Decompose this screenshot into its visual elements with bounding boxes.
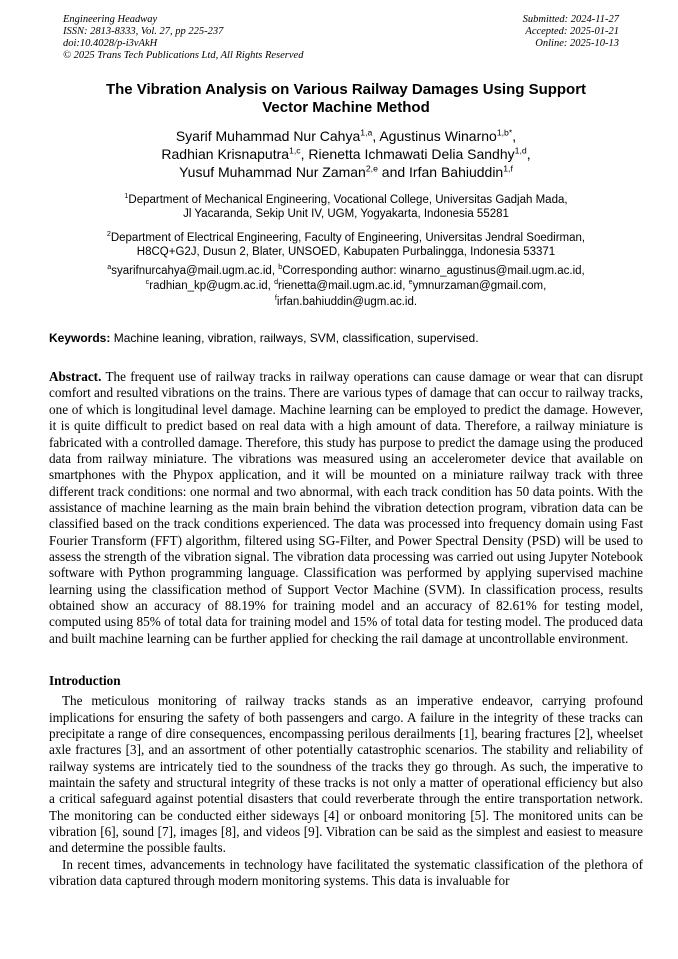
author-list: Syarif Muhammad Nur Cahya$^{1,a}$, Agustinus Winarno$^{1,b*}$, Radhian Krisnaputra$^{1,c}$, Rienetta Ichmawati Delia Sandhy$^{1,d}$, Yusuf Muhammad Nur Zaman$^{2,e}$ and Irfan Bahiuddin$^{1,f}$ (161, 126, 531, 180)
submission-dates-block (523, 14, 619, 62)
online-date: Online: 2025-10-13 (535, 37, 619, 49)
author-emails: $^a$syarifnurcahya@mail.ugm.ac.id, $^b$Corresponding author: winarno_agustinus@mail.ugm.ac.id, $^c$radhian_kp@ugm.ac.id, $^d$rienetta@mail.ugm.ac.id, $^e$ymnurzaman@gmail.com, $^f$irfan.bahiuddin@ugm.ac.id. (107, 262, 585, 308)
accepted-date: Accepted: 2025-01-21 (525, 25, 619, 37)
paper-title-line2: Vector Machine Method (262, 99, 430, 117)
affiliation-2: $^2$Department of Electrical Engineering, Faculty of Engineering, Universitas Jendral Soedirman, H8CQ+G2J, Dusun 2, Blater, UNSOED, Kabupaten Purbalingga, Indonesia 53371 (106, 229, 586, 258)
introduction-paragraph-2: In recent times, advancements in technology have facilitated the systematic classification of the plethora of vibration data captured through modern monitoring systems. This data is invaluable for (49, 856, 643, 889)
journal-name: Engineering Headway (63, 14, 158, 25)
keywords-label: Keywords: (49, 331, 111, 346)
journal-header (49, 14, 643, 62)
abstract-label: Abstract. (49, 369, 102, 385)
keywords-line (49, 331, 643, 345)
journal-issn-line: ISSN: 2813-8333, Vol. 27, pp 225-237 (63, 25, 224, 37)
journal-info-block (63, 14, 303, 62)
paper-title-line1: The Vibration Analysis on Various Railway Damages Using Support (105, 80, 587, 98)
journal-doi-line: doi:10.4028/p-i3vAkH (63, 37, 158, 49)
introduction-paragraph-1: The meticulous monitoring of railway tracks stands as an imperative endeavor, carrying profound implications for ensuring the safety of both passengers and cargo. A failure in the integrity of these tracks can precipitate a range of dire consequences, encompassing perilous derailments [1], bearing fractures [2], wheelset axle fractures [3], and an assortment of other potentially catastrophic scenarios. The stability and reliability of railway systems are intricately tied to the soundness of the tracks they go through. As such, the imperative to maintain the safety and structural integrity of these tracks is not only a matter of operational efficiency but also a critical safeguard against potential disasters that could reverberate through the entire transportation network. The monitoring can be conducted either sideways [4] or onboard monitoring [5]. The monitored units can be vibration [6], sound [7], images [8], and videos [9]. Vibration can be said as the simplest and easiest to measure and determine the possible faults. (49, 693, 643, 856)
affiliation-1: $^1$Department of Mechanical Engineering, Vocational College, Universitas Gadjah Mada, Jl Yacaranda, Sekip Unit IV, UGM, Yogyakarta, Indonesia 55281 (124, 191, 568, 220)
introduction-heading: Introduction (49, 672, 121, 688)
keywords-text: Machine leaning, vibration, railways, SVM, classification, supervised. (110, 331, 479, 346)
abstract-text: The frequent use of railway tracks in railway operations can cause damage or wear that can disrupt comfort and resulted vibrations on the trains. There are various types of damage that can occur to railway tracks, one of which is longitudinal level damage. Machine learning can be employed to predict the damage. However, it is quite difficult to predict based on real data with a high amount of data. Therefore, a railway miniature is fabricated with a controlled damage. Therefore, this study has purpose to predict the damage using the produced data from railway miniature. The vibrations was measured using an accelerometer device that available on smartphones with the Phypox application, and it will be mounted on a miniature railway track with three different track conditions: one normal and two abnormal, with each track condition has 50 data points. With the assistance of machine learning as the main brain behind the vibration detection program, vibration data can be classified based on the track conditions experienced. The data was processed into frequency domain using Fast Fourier Transform (FFT) algorithm, filtered using SG-Filter, and Power Spectral Density (PSD) will be used to assess the strength of the vibration signal. The vibration data processing was carried out using Jupyter Notebook software with Python programming language. Classification was performed by applying supervised machine learning using the classification method of Support Vector Machine (SVM). In classification process, results obtained show an accuracy of 88.19% for training model and an accuracy of 82.61% for testing model, computed using 85% of total data for training model and 15% of total data for testing model. The produced data and built machine learning can be further applied for checking the rail damage at uncontrollable environment. (49, 369, 643, 646)
abstract-paragraph (49, 369, 643, 647)
journal-copyright-line: © 2025 Trans Tech Publications Ltd, All Rights Reserved (63, 49, 304, 61)
submitted-date: Submitted: 2024-11-27 (522, 14, 619, 25)
paper-title (49, 81, 643, 118)
